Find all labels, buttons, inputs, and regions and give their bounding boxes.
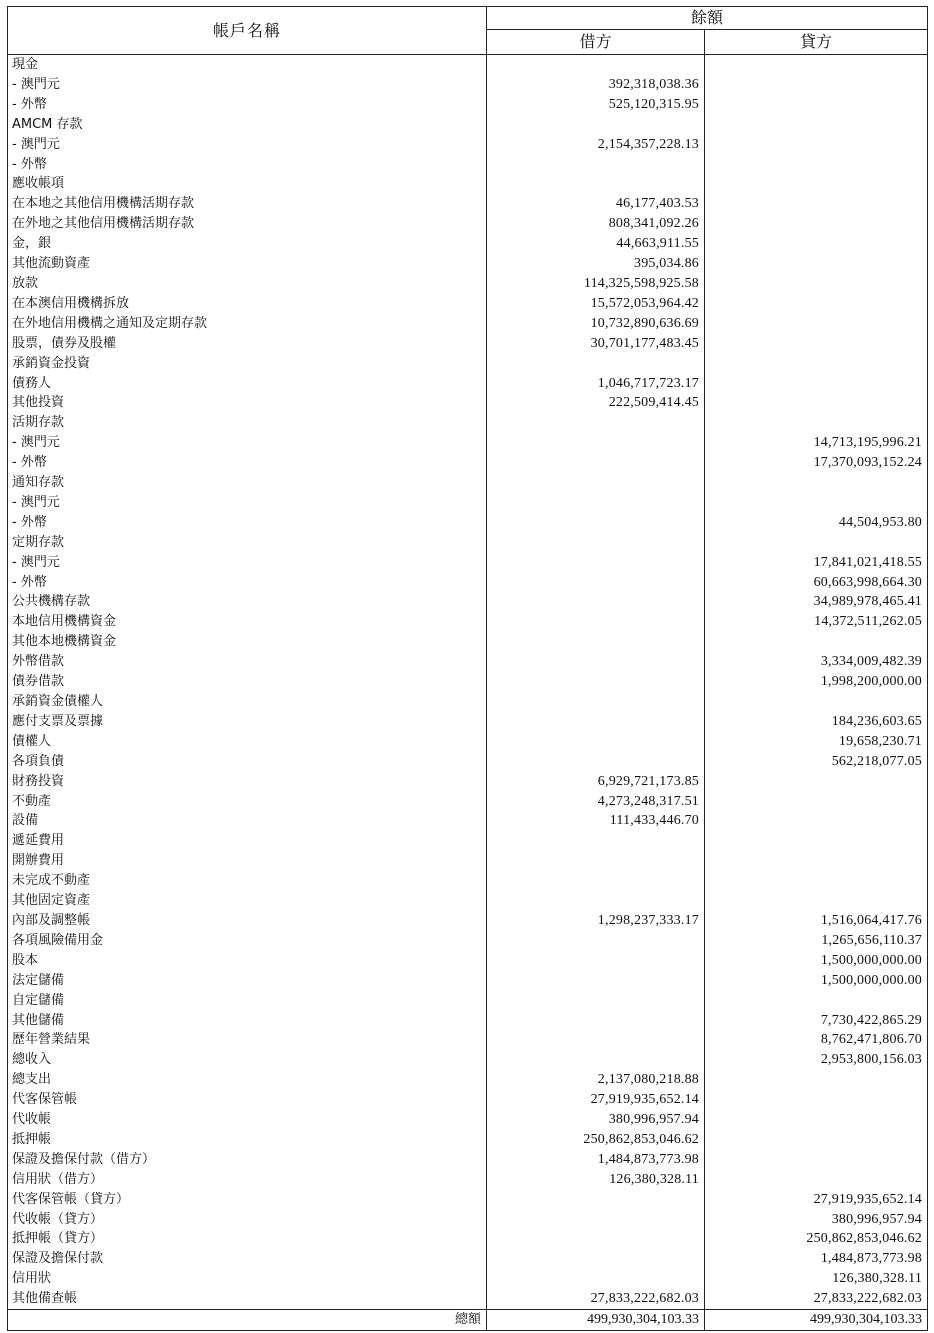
- debit-value: 126,380,328.11: [487, 1170, 705, 1190]
- trial-balance-table: [7, 6, 928, 1331]
- debit-value: [487, 55, 705, 75]
- account-name: 信用狀（借方）: [8, 1170, 487, 1190]
- account-name: 債券借款: [8, 672, 487, 692]
- table-row: [8, 1269, 928, 1289]
- credit-value: [705, 1130, 928, 1150]
- credit-value: 17,370,093,152.24: [705, 453, 928, 473]
- debit-value: 392,318,038.36: [487, 75, 705, 95]
- account-name: 其他本地機構資金: [8, 632, 487, 652]
- debit-value: 808,341,092.26: [487, 214, 705, 234]
- account-name: 在外地信用機構之通知及定期存款: [8, 314, 487, 334]
- table-row: [8, 871, 928, 891]
- credit-value: [705, 772, 928, 792]
- debit-value: [487, 851, 705, 871]
- credit-value: 3,334,009,482.39: [705, 652, 928, 672]
- credit-value: 14,372,511,262.05: [705, 612, 928, 632]
- credit-value: [705, 194, 928, 214]
- debit-value: [487, 871, 705, 891]
- credit-value: [705, 493, 928, 513]
- debit-value: [487, 592, 705, 612]
- debit-header: 借方: [487, 30, 705, 55]
- account-name: 保證及擔保付款: [8, 1249, 487, 1269]
- debit-value: [487, 453, 705, 473]
- credit-value: [705, 274, 928, 294]
- account-name: 其他備查帳: [8, 1289, 487, 1309]
- debit-value: [487, 1190, 705, 1210]
- table-row: [8, 214, 928, 234]
- account-name: 在外地之其他信用機構活期存款: [8, 214, 487, 234]
- table-row: [8, 931, 928, 951]
- table-row: [8, 174, 928, 194]
- table-row: [8, 234, 928, 254]
- debit-value: 114,325,598,925.58: [487, 274, 705, 294]
- table-row: [8, 294, 928, 314]
- credit-value: [705, 991, 928, 1011]
- debit-value: [487, 991, 705, 1011]
- debit-value: 10,732,890,636.69: [487, 314, 705, 334]
- account-name: 股本: [8, 951, 487, 971]
- account-name: 遞延費用: [8, 831, 487, 851]
- account-name: 公共機構存款: [8, 592, 487, 612]
- account-name: 其他固定資產: [8, 891, 487, 911]
- table-row: [8, 1030, 928, 1050]
- account-name: 本地信用機構資金: [8, 612, 487, 632]
- credit-value: [705, 1170, 928, 1190]
- debit-value: 44,663,911.55: [487, 234, 705, 254]
- credit-value: 14,713,195,996.21: [705, 433, 928, 453]
- account-name: 應收帳項: [8, 174, 487, 194]
- debit-value: 1,298,237,333.17: [487, 911, 705, 931]
- credit-value: [705, 1090, 928, 1110]
- debit-value: [487, 1050, 705, 1070]
- table-row: [8, 811, 928, 831]
- debit-value: 525,120,315.95: [487, 95, 705, 115]
- table-row: [8, 911, 928, 931]
- table-row: [8, 1050, 928, 1070]
- credit-value: [705, 393, 928, 413]
- table-row: [8, 573, 928, 593]
- account-name: 內部及調整帳: [8, 911, 487, 931]
- table-row: [8, 1150, 928, 1170]
- table-row: [8, 553, 928, 573]
- table-row: [8, 692, 928, 712]
- account-name: 各項負債: [8, 752, 487, 772]
- credit-value: 126,380,328.11: [705, 1269, 928, 1289]
- account-name: - 外幣: [8, 513, 487, 533]
- debit-value: [487, 174, 705, 194]
- credit-value: [705, 254, 928, 274]
- account-name: 其他儲備: [8, 1011, 487, 1031]
- credit-value: [705, 75, 928, 95]
- table-row: [8, 75, 928, 95]
- account-name: 法定儲備: [8, 971, 487, 991]
- account-name: 承銷資金投資: [8, 354, 487, 374]
- account-name: - 澳門元: [8, 75, 487, 95]
- debit-value: 111,433,446.70: [487, 811, 705, 831]
- credit-value: [705, 891, 928, 911]
- credit-value: 1,484,873,773.98: [705, 1249, 928, 1269]
- account-name: 代收帳（貸方）: [8, 1210, 487, 1230]
- account-name: 總支出: [8, 1070, 487, 1090]
- debit-value: [487, 493, 705, 513]
- table-row: [8, 592, 928, 612]
- table-row: [8, 115, 928, 135]
- table-row: [8, 274, 928, 294]
- credit-header: 貸方: [705, 30, 928, 55]
- table-row: [8, 1011, 928, 1031]
- debit-value: [487, 712, 705, 732]
- table-row: [8, 135, 928, 155]
- account-name: 代收帳: [8, 1110, 487, 1130]
- account-name: 股票，債券及股權: [8, 334, 487, 354]
- account-name: 總收入: [8, 1050, 487, 1070]
- credit-value: [705, 692, 928, 712]
- credit-value: [705, 632, 928, 652]
- credit-value: 1,500,000,000.00: [705, 951, 928, 971]
- table-row: [8, 95, 928, 115]
- table-row: [8, 632, 928, 652]
- debit-value: 27,919,935,652.14: [487, 1090, 705, 1110]
- account-name: 代客保管帳: [8, 1090, 487, 1110]
- account-name: 其他流動資產: [8, 254, 487, 274]
- account-name: 定期存款: [8, 533, 487, 553]
- account-name: 不動產: [8, 792, 487, 812]
- table-row: [8, 1210, 928, 1230]
- total-credit: 499,930,304,103.33: [705, 1310, 928, 1331]
- account-name: - 外幣: [8, 95, 487, 115]
- account-name: 設備: [8, 811, 487, 831]
- debit-value: [487, 473, 705, 493]
- debit-value: [487, 672, 705, 692]
- credit-value: 27,919,935,652.14: [705, 1190, 928, 1210]
- account-name: - 澳門元: [8, 433, 487, 453]
- credit-value: [705, 1150, 928, 1170]
- credit-value: [705, 155, 928, 175]
- table-row: [8, 254, 928, 274]
- account-name: 抵押帳（貸方）: [8, 1229, 487, 1249]
- table-row: [8, 951, 928, 971]
- account-name: 在本地之其他信用機構活期存款: [8, 194, 487, 214]
- debit-value: 6,929,721,173.85: [487, 772, 705, 792]
- account-name: 未完成不動產: [8, 871, 487, 891]
- credit-value: 44,504,953.80: [705, 513, 928, 533]
- credit-value: [705, 811, 928, 831]
- credit-value: [705, 374, 928, 394]
- debit-value: 250,862,853,046.62: [487, 1130, 705, 1150]
- table-row: [8, 155, 928, 175]
- account-name: 放款: [8, 274, 487, 294]
- table-row: [8, 712, 928, 732]
- table-row: [8, 513, 928, 533]
- credit-value: 8,762,471,806.70: [705, 1030, 928, 1050]
- table-row: [8, 1110, 928, 1130]
- account-rows: [8, 55, 928, 1310]
- credit-value: 2,953,800,156.03: [705, 1050, 928, 1070]
- credit-value: 184,236,603.65: [705, 712, 928, 732]
- debit-value: 27,833,222,682.03: [487, 1289, 705, 1309]
- table-row: [8, 1170, 928, 1190]
- table-row: [8, 473, 928, 493]
- account-name: 現金: [8, 55, 487, 75]
- credit-value: 7,730,422,865.29: [705, 1011, 928, 1031]
- debit-value: 15,572,053,964.42: [487, 294, 705, 314]
- account-name: 自定儲備: [8, 991, 487, 1011]
- account-name: 保證及擔保付款（借方）: [8, 1150, 487, 1170]
- table-row: [8, 1249, 928, 1269]
- credit-value: [705, 1110, 928, 1130]
- total-row: [8, 1310, 928, 1331]
- credit-value: 562,218,077.05: [705, 752, 928, 772]
- account-name: 歷年營業結果: [8, 1030, 487, 1050]
- credit-value: [705, 314, 928, 334]
- debit-value: [487, 1210, 705, 1230]
- account-name: 抵押帳: [8, 1130, 487, 1150]
- debit-value: [487, 573, 705, 593]
- account-name: 活期存款: [8, 413, 487, 433]
- table-row: [8, 533, 928, 553]
- debit-value: [487, 891, 705, 911]
- table-row: [8, 433, 928, 453]
- table-row: [8, 971, 928, 991]
- table-row: [8, 851, 928, 871]
- debit-value: [487, 533, 705, 553]
- credit-value: 380,996,957.94: [705, 1210, 928, 1230]
- debit-value: 380,996,957.94: [487, 1110, 705, 1130]
- account-name: 信用狀: [8, 1269, 487, 1289]
- balance-header: 餘額: [487, 7, 928, 30]
- debit-value: [487, 692, 705, 712]
- table-row: [8, 732, 928, 752]
- account-name: - 外幣: [8, 155, 487, 175]
- debit-value: [487, 433, 705, 453]
- debit-value: [487, 732, 705, 752]
- debit-value: 30,701,177,483.45: [487, 334, 705, 354]
- debit-value: [487, 413, 705, 433]
- account-name: 代客保管帳（貸方）: [8, 1190, 487, 1210]
- credit-value: [705, 871, 928, 891]
- account-name: 各項風險備用金: [8, 931, 487, 951]
- debit-value: [487, 652, 705, 672]
- account-name: 債權人: [8, 732, 487, 752]
- account-name: - 外幣: [8, 453, 487, 473]
- table-row: [8, 1090, 928, 1110]
- account-name: 財務投資: [8, 772, 487, 792]
- debit-value: [487, 553, 705, 573]
- table-row: [8, 652, 928, 672]
- table-row: [8, 672, 928, 692]
- total-label: 總額: [8, 1310, 487, 1331]
- table-row: [8, 772, 928, 792]
- credit-value: [705, 1070, 928, 1090]
- debit-value: [487, 951, 705, 971]
- account-name: 通知存款: [8, 473, 487, 493]
- credit-value: 19,658,230.71: [705, 732, 928, 752]
- table-row: [8, 354, 928, 374]
- credit-value: [705, 851, 928, 871]
- credit-value: [705, 792, 928, 812]
- table-row: [8, 991, 928, 1011]
- debit-value: [487, 931, 705, 951]
- table-row: [8, 1229, 928, 1249]
- debit-value: 395,034.86: [487, 254, 705, 274]
- table-row: [8, 493, 928, 513]
- table-row: [8, 1289, 928, 1309]
- table-row: [8, 1130, 928, 1150]
- table-row: [8, 55, 928, 75]
- table-row: [8, 831, 928, 851]
- debit-value: 46,177,403.53: [487, 194, 705, 214]
- debit-value: [487, 513, 705, 533]
- debit-value: 4,273,248,317.51: [487, 792, 705, 812]
- account-name: 開辦費用: [8, 851, 487, 871]
- table-row: [8, 374, 928, 394]
- debit-value: 1,046,717,723.17: [487, 374, 705, 394]
- account-name: 承銷資金債權人: [8, 692, 487, 712]
- credit-value: [705, 413, 928, 433]
- table-row: [8, 334, 928, 354]
- credit-value: 34,989,978,465.41: [705, 592, 928, 612]
- credit-value: [705, 473, 928, 493]
- account-name: - 澳門元: [8, 553, 487, 573]
- debit-value: [487, 632, 705, 652]
- credit-value: [705, 174, 928, 194]
- debit-value: [487, 831, 705, 851]
- account-name: 應付支票及票據: [8, 712, 487, 732]
- credit-value: [705, 115, 928, 135]
- total-debit: 499,930,304,103.33: [487, 1310, 705, 1331]
- table-row: [8, 194, 928, 214]
- debit-value: [487, 752, 705, 772]
- table-row: [8, 752, 928, 772]
- credit-value: 250,862,853,046.62: [705, 1229, 928, 1249]
- debit-value: [487, 1249, 705, 1269]
- debit-value: 1,484,873,773.98: [487, 1150, 705, 1170]
- debit-value: [487, 971, 705, 991]
- account-name: 債務人: [8, 374, 487, 394]
- table-row: [8, 393, 928, 413]
- account-name-header: 帳戶名稱: [8, 7, 487, 55]
- credit-value: 1,265,656,110.37: [705, 931, 928, 951]
- credit-value: [705, 354, 928, 374]
- debit-value: 222,509,414.45: [487, 393, 705, 413]
- debit-value: [487, 155, 705, 175]
- credit-value: 1,500,000,000.00: [705, 971, 928, 991]
- credit-value: [705, 135, 928, 155]
- debit-value: [487, 1030, 705, 1050]
- account-name: 其他投資: [8, 393, 487, 413]
- trial-balance-sheet: [7, 6, 927, 1326]
- table-row: [8, 413, 928, 433]
- credit-value: [705, 533, 928, 553]
- account-name: 外幣借款: [8, 652, 487, 672]
- account-name: AMCM 存款: [8, 115, 487, 135]
- debit-value: 2,137,080,218.88: [487, 1070, 705, 1090]
- credit-value: [705, 55, 928, 75]
- credit-value: [705, 831, 928, 851]
- credit-value: [705, 234, 928, 254]
- credit-value: [705, 214, 928, 234]
- debit-value: [487, 115, 705, 135]
- account-name: - 澳門元: [8, 135, 487, 155]
- credit-value: 60,663,998,664.30: [705, 573, 928, 593]
- credit-value: 27,833,222,682.03: [705, 1289, 928, 1309]
- debit-value: [487, 1269, 705, 1289]
- table-row: [8, 1070, 928, 1090]
- debit-value: [487, 1229, 705, 1249]
- table-row: [8, 612, 928, 632]
- account-name: 在本澳信用機構拆放: [8, 294, 487, 314]
- account-name: - 澳門元: [8, 493, 487, 513]
- credit-value: 1,516,064,417.76: [705, 911, 928, 931]
- debit-value: [487, 612, 705, 632]
- debit-value: [487, 1011, 705, 1031]
- credit-value: 17,841,021,418.55: [705, 553, 928, 573]
- table-row: [8, 792, 928, 812]
- table-row: [8, 891, 928, 911]
- debit-value: [487, 354, 705, 374]
- credit-value: [705, 95, 928, 115]
- account-name: 金，銀: [8, 234, 487, 254]
- table-row: [8, 1190, 928, 1210]
- table-row: [8, 453, 928, 473]
- debit-value: 2,154,357,228.13: [487, 135, 705, 155]
- table-row: [8, 314, 928, 334]
- credit-value: [705, 294, 928, 314]
- credit-value: 1,998,200,000.00: [705, 672, 928, 692]
- account-name: - 外幣: [8, 573, 487, 593]
- credit-value: [705, 334, 928, 354]
